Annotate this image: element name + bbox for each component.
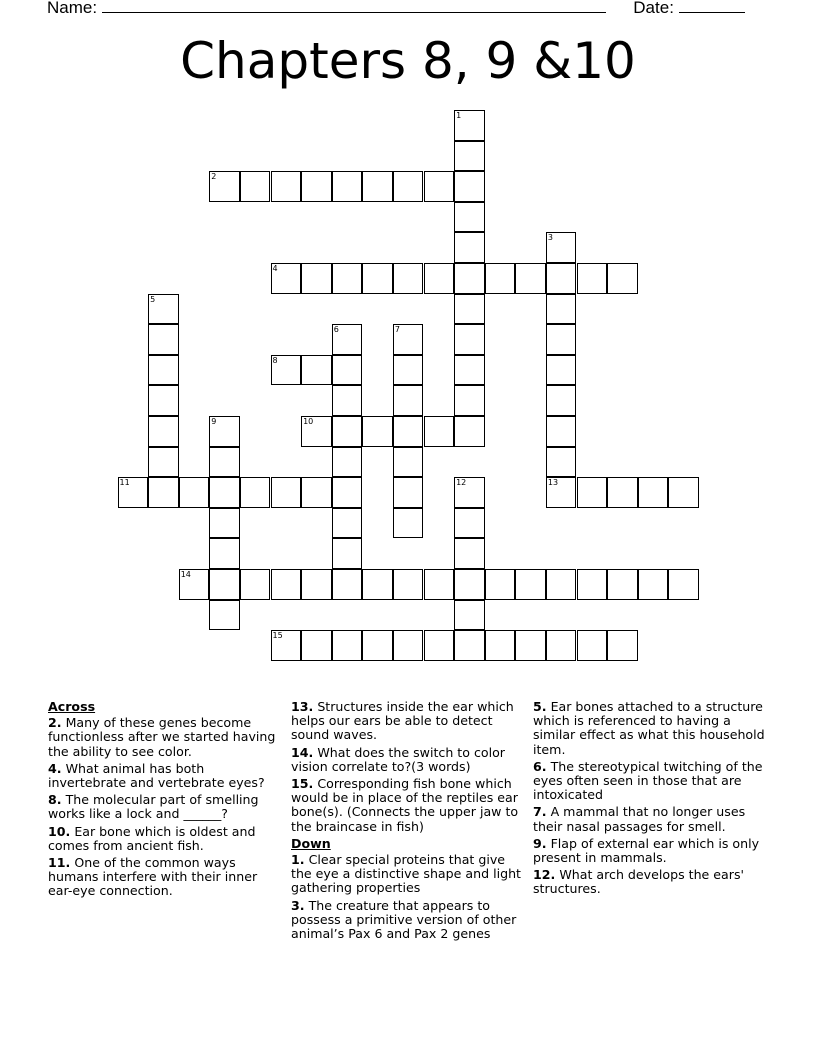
clue-number: 3 (547, 233, 553, 243)
clue-number: 14 (180, 570, 191, 579)
clue-item (533, 760, 765, 803)
clue-number: 15 (272, 631, 283, 641)
grid-cell[interactable] (546, 385, 577, 416)
clue-item-text: Corresponding fish bone which would be in place of the reptiles ear bone(s). (Connects the upper jaw to the braincase in fish) (291, 776, 519, 834)
clue-number: 13 (547, 478, 559, 488)
clue-number: 5 (150, 294, 156, 304)
grid-cell[interactable] (607, 477, 638, 508)
grid-cell[interactable] (332, 630, 363, 661)
clue-number: 6 (333, 325, 339, 335)
clue-number: 9 (211, 417, 217, 426)
grid-cell[interactable] (546, 477, 577, 508)
clue-item-text: Ear bone which is oldest and comes from ancient fish. (48, 823, 256, 853)
grid-cell[interactable] (393, 324, 424, 355)
clue-item-number: 4. (48, 760, 62, 776)
down-clues-list (291, 853, 523, 941)
grid-cell[interactable] (301, 630, 332, 661)
across-clues-list (48, 716, 280, 898)
grid-cell[interactable] (332, 447, 363, 478)
clue-item (291, 700, 523, 743)
grid-cell[interactable] (271, 569, 302, 600)
grid-cell[interactable] (607, 569, 638, 600)
clue-number: 1 (456, 111, 462, 120)
grid-cell[interactable] (332, 385, 363, 416)
clue-item (291, 746, 523, 774)
clue-item (533, 837, 765, 865)
clue-item-number: 10. (48, 823, 71, 839)
grid-cell[interactable] (209, 600, 240, 631)
clue-item (291, 899, 523, 942)
grid-cell[interactable] (546, 447, 577, 478)
grid-cell[interactable] (454, 263, 485, 294)
clue-item (533, 868, 765, 896)
clue-item-number: 9. (533, 835, 547, 851)
grid-cell[interactable] (148, 385, 179, 416)
clue-item-number: 13. (291, 699, 314, 714)
grid-cell[interactable] (209, 171, 240, 202)
clue-number: 8 (272, 355, 278, 365)
clue-item (533, 700, 765, 757)
grid-cell[interactable] (179, 569, 210, 600)
grid-cell[interactable] (454, 538, 485, 569)
grid-cell[interactable] (546, 232, 577, 263)
grid-cell[interactable] (332, 538, 363, 569)
grid-cell[interactable] (240, 171, 271, 202)
grid-cell[interactable] (362, 263, 393, 294)
clue-item (48, 793, 280, 821)
grid-cell[interactable] (301, 416, 332, 447)
grid-cell[interactable] (271, 477, 302, 508)
clues-list-continued (291, 700, 523, 834)
grid-cell[interactable] (240, 477, 271, 508)
grid-cell[interactable] (393, 477, 424, 508)
grid-cell[interactable] (638, 569, 669, 600)
grid-cell[interactable] (577, 477, 608, 508)
down-clues-list-continued (533, 700, 765, 897)
grid-cell[interactable] (454, 110, 485, 141)
clue-item-number: 8. (48, 792, 62, 808)
clue-number: 10 (303, 417, 314, 426)
clues-column-3 (533, 700, 765, 900)
grid-cell[interactable] (454, 508, 485, 539)
grid-cell[interactable] (607, 630, 638, 661)
grid-cell[interactable] (546, 416, 577, 447)
grid-cell[interactable] (332, 569, 363, 600)
grid-cell[interactable] (454, 202, 485, 233)
grid-cell[interactable] (362, 171, 393, 202)
grid-cell[interactable] (393, 171, 424, 202)
across-heading: Across (48, 699, 96, 714)
clue-item-number: 3. (291, 897, 305, 913)
clue-item-number: 11. (48, 855, 71, 871)
clue-item-text: A mammal that no longer uses their nasal passages for smell. (533, 804, 746, 834)
grid-cell[interactable] (301, 477, 332, 508)
grid-cell[interactable] (271, 263, 302, 294)
grid-cell[interactable] (332, 477, 363, 508)
clue-item-number: 7. (533, 804, 547, 820)
grid-cell[interactable] (424, 171, 455, 202)
clue-item-text: The stereotypical twitching of the eyes often seen in those that are intoxicated (533, 758, 763, 803)
grid-cell[interactable] (209, 477, 240, 508)
grid-cell[interactable] (485, 630, 516, 661)
grid-cell[interactable] (332, 263, 363, 294)
clue-item-text: The creature that appears to possess a primitive version of other animal’s Pax 6 and Pax 2 genes (291, 897, 517, 942)
grid-cell[interactable] (424, 569, 455, 600)
grid-cell[interactable] (546, 630, 577, 661)
grid-cell[interactable] (454, 324, 485, 355)
grid-cell[interactable] (393, 263, 424, 294)
grid-cell[interactable] (179, 477, 210, 508)
clue-item-text: Structures inside the ear which helps our ears be able to detect sound waves. (291, 699, 514, 743)
clue-item-text: What animal has both invertebrate and vertebrate eyes? (48, 760, 265, 791)
clue-item-number: 12. (533, 867, 556, 883)
grid-cell[interactable] (546, 294, 577, 325)
clue-number: 12 (456, 478, 467, 488)
grid-cell[interactable] (454, 355, 485, 386)
grid-cell[interactable] (454, 171, 485, 202)
grid-cell[interactable] (301, 569, 332, 600)
clue-item-text: Ear bones attached to a structure which is referenced to having a similar effect as what this household item. (533, 699, 765, 757)
grid-cell[interactable] (393, 355, 424, 386)
grid-cell[interactable] (515, 630, 546, 661)
grid-cell[interactable] (393, 416, 424, 447)
grid-cell[interactable] (546, 355, 577, 386)
grid-cell[interactable] (454, 630, 485, 661)
clue-item (291, 853, 523, 896)
clue-item (291, 777, 523, 834)
grid-cell[interactable] (240, 569, 271, 600)
grid-cell[interactable] (515, 569, 546, 600)
clue-number: 2 (211, 172, 217, 182)
clues-column-2 (291, 700, 523, 944)
grid-cell[interactable] (209, 538, 240, 569)
grid-cell[interactable] (485, 263, 516, 294)
clue-item-number: 6. (533, 758, 547, 774)
grid-cell[interactable] (332, 324, 363, 355)
grid-cell[interactable] (332, 508, 363, 539)
date-label: Date: (633, 0, 674, 17)
grid-cell[interactable] (577, 569, 608, 600)
grid-cell[interactable] (454, 600, 485, 631)
grid-cell[interactable] (148, 477, 179, 508)
clue-item (533, 805, 765, 833)
grid-cell[interactable] (332, 171, 363, 202)
clue-item-number: 14. (291, 744, 314, 760)
grid-cell[interactable] (668, 569, 699, 600)
grid-cell[interactable] (454, 477, 485, 508)
name-label: Name: (47, 0, 98, 17)
grid-cell[interactable] (454, 294, 485, 325)
grid-cell[interactable] (148, 447, 179, 478)
clue-item-text: Flap of external ear which is only present in mammals. (533, 835, 760, 866)
clue-number: 11 (119, 478, 130, 488)
clue-item-text: One of the common ways humans interfere with their inner ear-eye connection. (48, 855, 258, 899)
grid-cell[interactable] (424, 263, 455, 294)
grid-cell[interactable] (454, 416, 485, 447)
grid-cell[interactable] (393, 447, 424, 478)
clue-item-number: 1. (291, 852, 305, 868)
grid-cell[interactable] (454, 141, 485, 172)
grid-cell[interactable] (301, 355, 332, 386)
clue-item-text: What arch develops the ears' structures. (533, 867, 744, 897)
grid-cell[interactable] (393, 508, 424, 539)
grid-cell[interactable] (424, 630, 455, 661)
grid-cell[interactable] (301, 263, 332, 294)
grid-cell[interactable] (209, 416, 240, 447)
grid-cell[interactable] (454, 232, 485, 263)
grid-cell[interactable] (515, 263, 546, 294)
grid-cell[interactable] (393, 385, 424, 416)
grid-cell[interactable] (454, 569, 485, 600)
grid-cell[interactable] (148, 416, 179, 447)
down-heading: Down (291, 835, 331, 851)
grid-cell[interactable] (362, 630, 393, 661)
clue-number: 4 (272, 264, 278, 273)
grid-cell[interactable] (393, 630, 424, 661)
grid-cell[interactable] (362, 569, 393, 600)
grid-cell[interactable] (546, 263, 577, 294)
clue-item-text: The molecular part of smelling works like a lock and ______? (48, 792, 259, 822)
grid-cell[interactable] (485, 569, 516, 600)
grid-cell[interactable] (546, 324, 577, 355)
grid-cell[interactable] (546, 569, 577, 600)
grid-cell[interactable] (271, 355, 302, 386)
grid-cell[interactable] (332, 355, 363, 386)
grid-cell[interactable] (301, 171, 332, 202)
grid-cell[interactable] (638, 477, 669, 508)
grid-cell[interactable] (148, 324, 179, 355)
clue-item (48, 825, 280, 853)
grid-cell[interactable] (424, 416, 455, 447)
clue-item-text: Clear special proteins that give the eye a distinctive shape and light gathering properties (291, 852, 521, 896)
grid-cell[interactable] (209, 569, 240, 600)
grid-cell[interactable] (362, 416, 393, 447)
grid-cell[interactable] (148, 294, 179, 325)
grid-cell[interactable] (668, 477, 699, 508)
grid-cell[interactable] (332, 416, 363, 447)
grid-cell[interactable] (454, 385, 485, 416)
clue-item-number: 5. (533, 699, 547, 714)
clue-item (48, 762, 280, 790)
grid-cell[interactable] (118, 477, 149, 508)
clues-column-1 (48, 700, 280, 902)
clue-item-number: 15. (291, 776, 314, 792)
grid-cell[interactable] (209, 508, 240, 539)
grid-cell[interactable] (393, 569, 424, 600)
clue-item-text: Many of these genes become functionless after we started having the ability to see color. (48, 715, 276, 759)
clue-item (48, 856, 280, 899)
clue-item-text: What does the switch to color vision correlate to?(3 words) (291, 744, 505, 774)
clue-item-number: 2. (48, 715, 62, 731)
grid-cell[interactable] (271, 171, 302, 202)
grid-cell[interactable] (577, 263, 608, 294)
clue-number: 7 (394, 325, 400, 335)
grid-cell[interactable] (577, 630, 608, 661)
grid-cell[interactable] (148, 355, 179, 386)
grid-cell[interactable] (607, 263, 638, 294)
grid-cell[interactable] (209, 447, 240, 478)
page-title: Chapters 8, 9 &10 (180, 32, 636, 90)
clue-item (48, 716, 280, 759)
grid-cell[interactable] (271, 630, 302, 661)
